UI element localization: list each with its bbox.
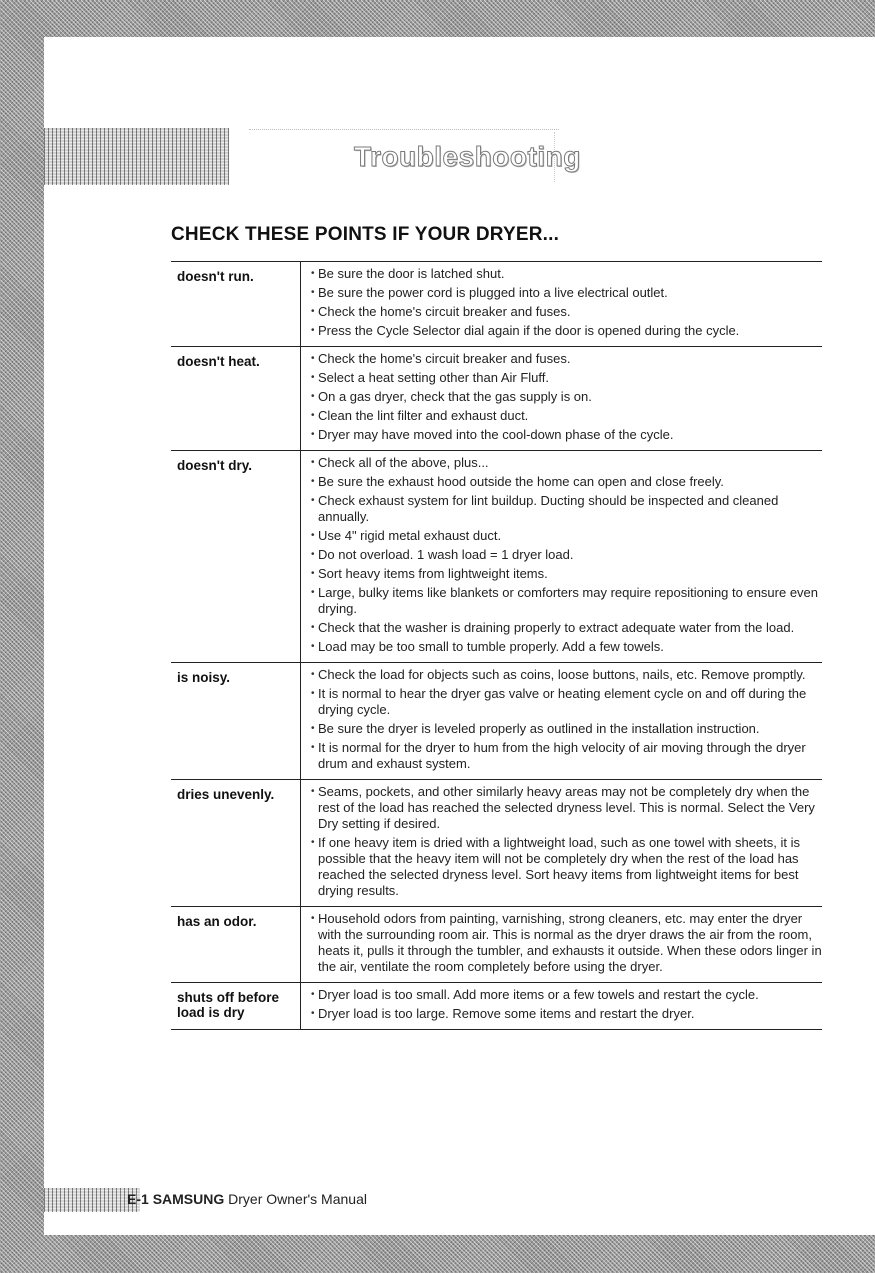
tip-item: • Sort heavy items from lightweight items.	[311, 566, 822, 582]
header-dotted-rule	[249, 129, 559, 130]
tips-cell	[301, 262, 823, 347]
tip-item: • Do not overload. 1 wash load = 1 dryer load.	[311, 547, 822, 563]
tip-item: • Check the home's circuit breaker and fuses.	[311, 304, 822, 320]
header-pattern-block	[44, 128, 229, 185]
table-row	[171, 347, 822, 451]
table-row	[171, 663, 822, 780]
tip-item: • Household odors from painting, varnishing, strong cleaners, etc. may enter the dryer with the surrounding room air. This is normal as the dryer draws the air from the room, heats it, pulls it through the tumbler, and exhausts it outside. When these odors linger in the air, ventilate the room completely before using the dryer.	[311, 911, 822, 975]
tips-cell	[301, 347, 823, 451]
issue-label: doesn't run.	[171, 262, 301, 347]
tips-list	[311, 667, 822, 772]
tips-list	[311, 784, 822, 899]
issue-label: doesn't heat.	[171, 347, 301, 451]
tip-item: • Large, bulky items like blankets or comforters may require repositioning to ensure even drying.	[311, 585, 822, 617]
table-row	[171, 907, 822, 983]
issue-label: doesn't dry.	[171, 451, 301, 663]
tip-item: • Select a heat setting other than Air Fluff.	[311, 370, 822, 386]
section-title: CHECK THESE POINTS IF YOUR DRYER...	[171, 224, 560, 245]
tip-item: • Dryer load is too small. Add more items or a few towels and restart the cycle.	[311, 987, 822, 1003]
issue-label: dries unevenly.	[171, 780, 301, 907]
tips-list	[311, 987, 822, 1022]
tip-item: • Check all of the above, plus...	[311, 455, 822, 471]
tip-item: • Seams, pockets, and other similarly heavy areas may not be completely dry when the rest of the load has reached the selected dryness level. This is normal. Select the Very Dry setting if desired.	[311, 784, 822, 832]
table-row	[171, 780, 822, 907]
manual-page	[44, 37, 875, 1235]
tips-list	[311, 455, 822, 655]
tips-list	[311, 351, 822, 443]
tips-list	[311, 266, 822, 339]
tips-cell	[301, 663, 823, 780]
tip-item: • Be sure the power cord is plugged into a live electrical outlet.	[311, 285, 822, 301]
tips-cell	[301, 451, 823, 663]
tip-item: • Check the home's circuit breaker and fuses.	[311, 351, 822, 367]
table-row	[171, 451, 822, 663]
tips-cell	[301, 780, 823, 907]
page-title: Troubleshooting	[354, 141, 581, 172]
tips-cell	[301, 907, 823, 983]
tips-cell	[301, 983, 823, 1030]
tip-item: • Press the Cycle Selector dial again if the door is opened during the cycle.	[311, 323, 822, 339]
tips-list	[311, 911, 822, 975]
tip-item: • Load may be too small to tumble properly. Add a few towels.	[311, 639, 822, 655]
troubleshooting-table	[171, 261, 822, 1030]
table-row	[171, 262, 822, 347]
tip-item: • Check that the washer is draining properly to extract adequate water from the load.	[311, 620, 822, 636]
tip-item: • On a gas dryer, check that the gas supply is on.	[311, 389, 822, 405]
tip-item: • Dryer may have moved into the cool-down phase of the cycle.	[311, 427, 822, 443]
tip-item: • Use 4" rigid metal exhaust duct.	[311, 528, 822, 544]
footer	[127, 1191, 367, 1207]
tip-item: • Dryer load is too large. Remove some items and restart the dryer.	[311, 1006, 822, 1022]
issue-label: shuts off before load is dry	[171, 983, 301, 1030]
page-number: E-1	[127, 1191, 149, 1207]
issue-label: has an odor.	[171, 907, 301, 983]
tip-item: • It is normal to hear the dryer gas valve or heating element cycle on and off during the drying cycle.	[311, 686, 822, 718]
issue-label: is noisy.	[171, 663, 301, 780]
tip-item: • If one heavy item is dried with a lightweight load, such as one towel with sheets, it is possible that the heavy item will not be completely dry when the rest of the load has reached the selected dryness level. Sort heavy items from lightweight items for best drying results.	[311, 835, 822, 899]
tip-item: • Clean the lint filter and exhaust duct.	[311, 408, 822, 424]
table-row	[171, 983, 822, 1030]
footer-pattern-block	[44, 1188, 140, 1212]
tip-item: • It is normal for the dryer to hum from the high velocity of air moving through the dryer drum and exhaust system.	[311, 740, 822, 772]
manual-name: Dryer Owner's Manual	[228, 1191, 367, 1207]
tip-item: • Check the load for objects such as coins, loose buttons, nails, etc. Remove promptly.	[311, 667, 822, 683]
tip-item: • Be sure the door is latched shut.	[311, 266, 822, 282]
brand-name: SAMSUNG	[152, 1191, 225, 1207]
tip-item: • Be sure the exhaust hood outside the home can open and close freely.	[311, 474, 822, 490]
tip-item: • Check exhaust system for lint buildup. Ducting should be inspected and cleaned annually.	[311, 493, 822, 525]
tip-item: • Be sure the dryer is leveled properly as outlined in the installation instruction.	[311, 721, 822, 737]
